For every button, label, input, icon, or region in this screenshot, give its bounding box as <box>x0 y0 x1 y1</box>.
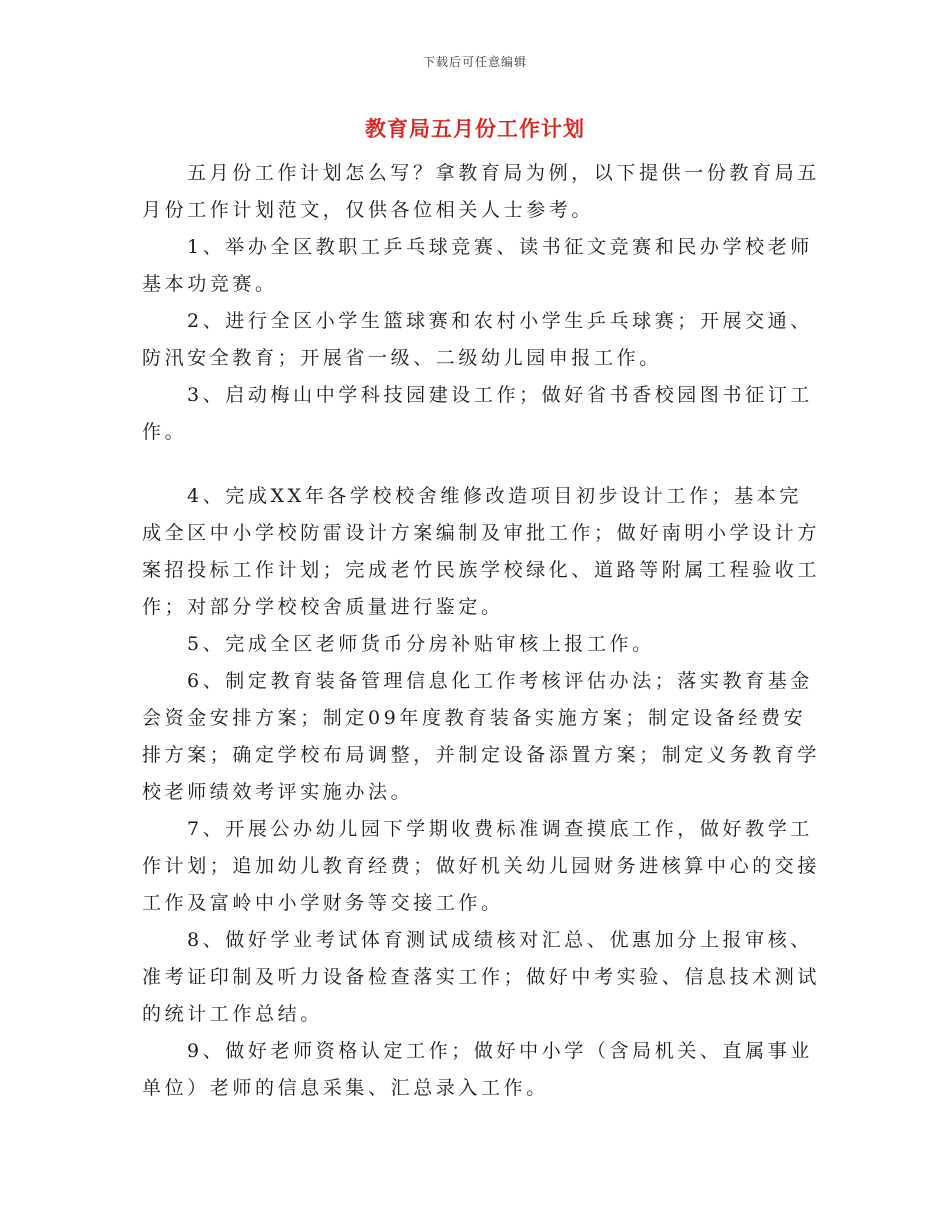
plan-item-4: 4、完成XX年各学校校舍维修改造项目初步设计工作；基本完成全区中小学校防雷设计方案编制及审批工作；做好南明小学设计方案招投标工作计划；完成老竹民族学校绿化、道路等附属工程验收工作；对部分学校校舍质量进行鉴定。 <box>142 485 821 618</box>
header-note: 下载后可任意编辑 <box>422 55 527 69</box>
plan-item-2: 2、进行全区小学生篮球赛和农村小学生乒乓球赛；开展交通、防汛安全教育；开展省一级、二级幼儿园申报工作。 <box>142 310 813 369</box>
plan-item-3: 3、启动梅山中学科技园建设工作；做好省书香校园图书征订工作。 <box>142 384 813 443</box>
plan-item-8: 8、做好学业考试体育测试成绩核对汇总、优惠加分上报审核、准考证印制及听力设备检查落实工作；做好中考实验、信息技术测试的统计工作总结。 <box>142 929 821 1025</box>
plan-item-6: 6、制定教育装备管理信息化工作考核评估办法；落实教育基金会资金安排方案；制定09年度教育装备实施方案；制定设备经费安排方案；确定学校布局调整，并制定设备添置方案；制定义务教育学校老师绩效考评实施办法。 <box>142 670 821 803</box>
plan-item-9: 9、做好老师资格认定工作；做好中小学（含局机关、直属事业单位）老师的信息采集、汇总录入工作。 <box>142 1040 813 1099</box>
document-body <box>142 155 822 1107</box>
plan-item-5: 5、完成全区老师货币分房补贴审核上报工作。 <box>187 633 655 655</box>
intro-paragraph: 五月份工作计划怎么写？拿教育局为例，以下提供一份教育局五月份工作计划范文，仅供各位相关人士参考。 <box>142 162 820 221</box>
plan-item-7: 7、开展公办幼儿园下学期收费标准调查摸底工作，做好教学工作计划；追加幼儿教育经费；做好机关幼儿园财务进核算中心的交接工作及富岭中小学财务等交接工作。 <box>142 818 821 914</box>
document-title: 教育局五月份工作计划 <box>365 117 585 141</box>
plan-item-1: 1、举办全区教职工乒乓球竞赛、读书征文竞赛和民办学校老师基本功竞赛。 <box>142 236 813 295</box>
